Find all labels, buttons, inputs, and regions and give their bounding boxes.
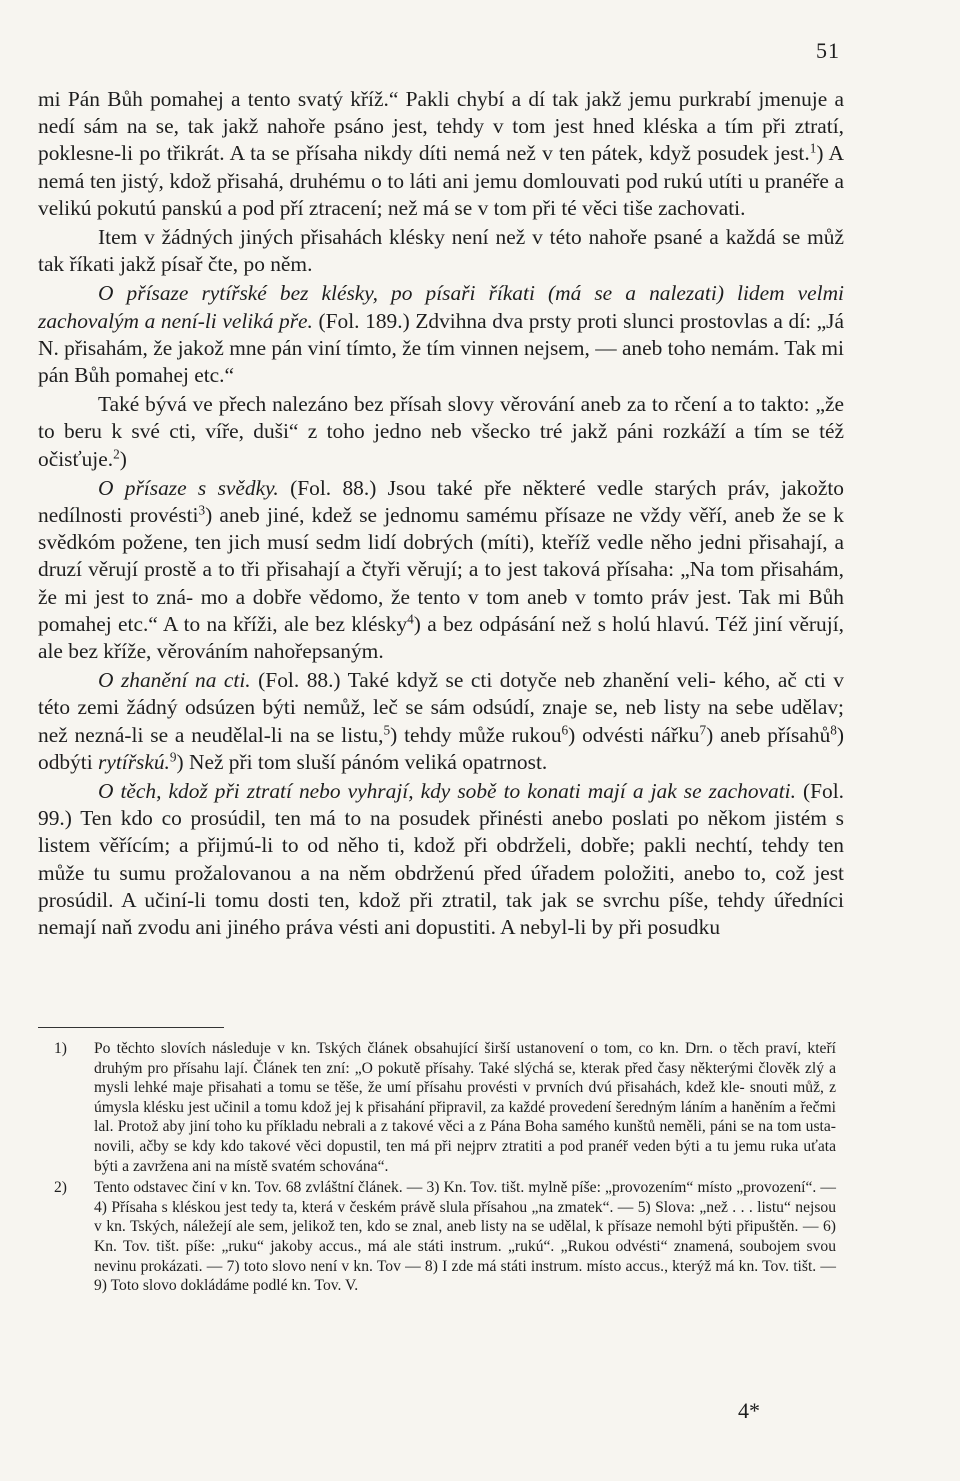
italic-heading: rytířskú. (98, 749, 170, 774)
text-run: ) aneb přísahů (706, 722, 831, 747)
text-run: Item v žádných jiných přisahách klésky není než v této nahoře psané a každá se můž tak říkati jakž písař čte, po něm. (38, 225, 844, 277)
paragraph (38, 86, 844, 222)
main-text (38, 86, 844, 943)
italic-heading: O přísaze s svědky. (98, 475, 279, 500)
footnote-text: Po těchto slovích následuje v kn. Tských článek obsahující širší ustanovení o tom, co kn. Drn. o těch praví, kteří druhým pro přísahu lají. Článek ten zní: „O pokutě přísahy. Také slýchá se, kterak před časy některými člověk zlý a mysli lehké maje přisahati a tomu se těše, že umí přísahu provésti v prvních dvú přisahách, kdež kle- snouti můž, z úmysla klésku jest učinil a tomu kdož jej k přisahání připravil, za každé provedení šeredným láním a haněním a řečmi lal. Protož aby jiní toho ku příkladu nebrali a z takové věci a z Pána Boha samého kunštů neměli, páni se na tom usta- novili, ačby se kdy kdo takové věci dopustil, ten má při nejprv ztratiti a pod pranéř veden býti a tu jemu ruka uťata býti a zavržena ani na místě svatém schována“. (94, 1040, 836, 1175)
text-run: ) odbýti (38, 722, 845, 774)
text-run: (Fol. 99.) Ten kdo co prosúdil, ten má to na posudek přinésti anebo poslati po někom jistém s listem věřícím; a přijmú-li to od něho ti, kdož při obdrželi, dobře; pakli nechtí, tehdy ten může tu sumu prožalovanou a na něm obdrženú před úřadem položiti, anebo to, což jest prosúdil. A učiní-li tomu dosti ten, kdož při ztratil, tak jak se svrchu píše, tehdy úředníci nemají naň zvodu ani jiného práva vésti ani dopustiti. A nebyl-li by při posudku (38, 779, 845, 940)
footnote-text: Tento odstavec činí v kn. Tov. 68 zvláštní článek. — 3) Kn. Tov. tišt. mylně píše: „provozením“ místo „provození“. — 4) Přísaha s kléskou jest tedy ta, která v českém právě slula přísahou „na zmatek“. — 5) Slova: „než . . . listu“ nejsou v kn. Tských, náležejí ale sem, jelikož ten, kdo se znal, aneb listy na se udělal, k přísaze nemohl býti připuštěn. — 6) Kn. Tov. tišt. píše: „ruku“ jakoby accus., má ale státi instrum. „rukú“. „Rukou odvésti“ znamená, soubojem svou nevinu prokázati. — 7) toto slovo není v kn. Tov — 8) I zde má státi instrum. místo accus., kterýž má kn. Tov. tišt. — 9) Toto slovo dokládáme podlé kn. Tov. V. (94, 1179, 836, 1295)
footnote-ref: 1 (809, 141, 817, 157)
paragraph (38, 224, 844, 278)
paragraph (38, 475, 844, 665)
footnote-ref: 8 (830, 722, 837, 738)
italic-heading: O těch, kdož při ztratí nebo vyhrají, kdy sobě to konati mají a jak se zachovati. (98, 779, 796, 804)
text-run: ) a bez odpásání než s holú hlavú. Též jiní věrují, ale bez kříže, věrováním nahořepsaným. (38, 611, 844, 664)
footnote-ref: 9 (169, 749, 177, 765)
footnote-ref: 2 (113, 446, 120, 462)
text-run: ) odvésti nářku (568, 722, 700, 747)
text-run: mi Pán Bůh pomahej a tento svatý kříž.“ Pakli chybí a dí tak jakž jemu purkrabí jmenuje a nedí sám na se, tak jakž nahoře psáno jest, tehdy v tom jest hned kléska a tím při ztratí, poklesne-li po třikrát. A ta se přísaha nikdy díti nemá než v ten pátek, když posudek jest. (38, 87, 844, 166)
italic-heading: O přísaze rytířské bez klésky, po písaři říkati (má se a nalezati) lidem velmi zachovalým a není-li veliká pře. (38, 281, 844, 333)
text-run: ) aneb jiné, kdež se jednomu samému přísaze ne vždy věří, aneb že se k svědkóm požene, ten jich musí sedm lidí dobrých (míti), kteříž vedle něho jedni přisahají, a druzí věrují prostě a to tři přisahají a čtyři věrují; a to jest taková přísaha: „Na tom přisahám, že mi jest to zná- mo a dobře vědomo, že tento v tom aneb v tomto práv jest. Tak mi Bůh pomahej etc.“ A to na kříži, ale bez klésky (38, 503, 844, 636)
text-run: ) A nemá ten jistý, kdož přisahá, druhému o to láti ani jemu domlouvati pod rukú utíti u pranéře a velikú pokutú panskú a pod pří ztracení; než má se v tom při té věci tiše zachovati. (38, 141, 844, 220)
footnote (54, 1178, 836, 1296)
text-run: ) (119, 446, 127, 471)
paragraph (38, 280, 844, 389)
footnote-ref: 5 (383, 722, 391, 738)
text-run: ) Než při tom sluší pánóm veliká opatrnost. (176, 749, 548, 774)
paragraph (38, 391, 844, 473)
footnote (54, 1039, 836, 1176)
sheet-signature: 4* (738, 1398, 760, 1423)
footnote-divider (38, 1027, 224, 1028)
footnote-marker: 2) (54, 1179, 67, 1197)
footnotes (54, 1039, 836, 1298)
paragraph (38, 778, 844, 941)
text-run: (Fol. 88.) Také když se cti dotyče neb zhanění veli- kého, ač cti v této zemi žádný odsúzen býti nemůž, leč se sám odsúdí, znaje se, neb listy na sebe udělav; než nezná-li se a neudělal-li na se listu, (38, 668, 844, 747)
text-run: ) tehdy může rukou (390, 722, 562, 747)
text-run: (Fol. 88.) Jsou také pře některé vedle starých práv, jakožto nedílnosti provésti (38, 475, 844, 528)
footnote-marker: 1) (54, 1040, 67, 1057)
footnote-ref: 3 (198, 502, 206, 518)
text-run: (Fol. 189.) Zdvihna dva prsty proti slunci prostovlas a dí: „Já N. přisahám, že jakož mne pán viní tímto, že tím vinnen nejsem, — aneb toho nemám. Tak mi pán Bůh pomahej etc.“ (38, 308, 845, 388)
paragraph (38, 667, 844, 776)
footnote-ref: 7 (699, 722, 707, 738)
footnote-ref: 4 (407, 611, 414, 627)
footnote-ref: 6 (561, 722, 569, 738)
italic-heading: O zhanění na cti. (98, 668, 251, 693)
text-run: Také bývá ve přech nalezáno bez přísah slovy věrování aneb za to rčení a to takto: „že to beru k své cti, víře, duši“ z toho jedno neb všecko tré jakž páni rozkáží a tím se též očisťuje. (38, 392, 844, 471)
page-number: 51 (816, 38, 840, 63)
